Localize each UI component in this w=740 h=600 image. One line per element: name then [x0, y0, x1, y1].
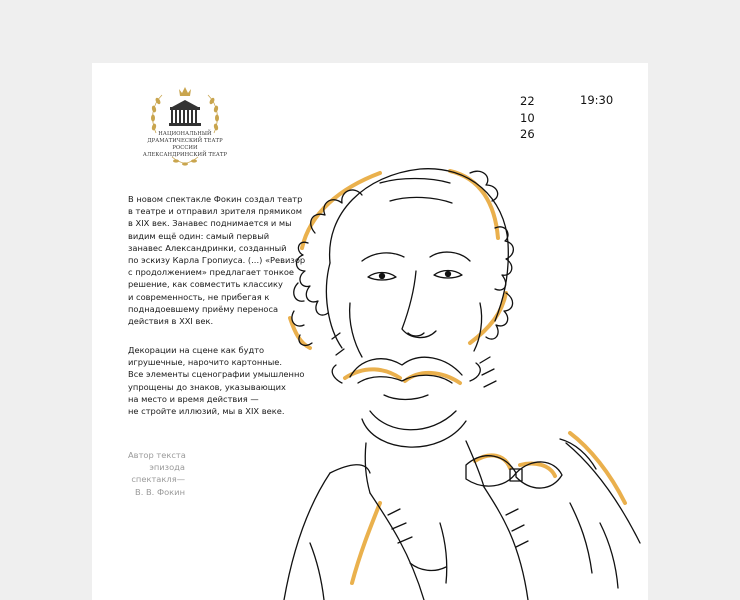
- theatre-logo-caption: [142, 131, 228, 159]
- text-line: видим ещё один: самый первый: [128, 230, 270, 241]
- text-line: с продолжением» предлагает тонкое: [128, 267, 295, 278]
- author-caption: [128, 449, 185, 498]
- date-month: 10: [520, 110, 535, 125]
- event-date: [520, 93, 535, 143]
- text-line: на место и время действия —: [128, 393, 259, 404]
- text-line: не стройте иллюзий, мы в XIX веке.: [128, 406, 285, 417]
- text-line: занавес Александринки, созданный: [128, 242, 287, 253]
- text-line: В новом спектакле Фокин создал театр: [128, 194, 303, 204]
- text-line: в театре и отправил зрителя прямиком: [128, 206, 302, 217]
- author-line: эпизода: [149, 462, 185, 473]
- text-line: поднадоевшему приёму переноса: [128, 303, 279, 314]
- description-paragraph-1: [128, 193, 318, 327]
- author-line: В. В. Фокин: [135, 486, 185, 497]
- author-line: спектакля—: [131, 474, 185, 485]
- logo-line: НАЦИОНАЛЬНЫЙ: [158, 131, 212, 137]
- text-line: игрушечные, нарочито картонные.: [128, 357, 282, 368]
- logo-line: АЛЕКСАНДРИНСКИЙ ТЕАТР: [142, 152, 228, 158]
- text-line: упрощены до знаков, указывающих: [128, 381, 286, 392]
- author-line: Автор текста: [128, 450, 186, 460]
- date-year: 26: [520, 127, 535, 141]
- text-line: действия в XXI век.: [128, 316, 214, 327]
- text-line: и современность, не прибегая к: [128, 291, 270, 302]
- text-line: решение, как совместить классику: [128, 279, 283, 290]
- logo-line: ДРАМАТИЧЕСКИЙ ТЕАТР РОССИИ: [147, 138, 223, 151]
- event-time: 19:30: [580, 93, 614, 107]
- poster: [92, 63, 648, 600]
- theatre-logo: [142, 85, 228, 195]
- date-day: 22: [520, 94, 535, 108]
- text-line: по эскизу Карла Гропиуса. (...) «Ревизор: [128, 255, 306, 266]
- text-line: Декорации на сцене как будто: [128, 345, 265, 355]
- portrait-illustration: [270, 143, 648, 600]
- description-paragraph-2: [128, 344, 318, 417]
- text-line: Все элементы сценографии умышленно: [128, 369, 305, 380]
- text-line: в XIX век. Занавес поднимается и мы: [128, 218, 292, 229]
